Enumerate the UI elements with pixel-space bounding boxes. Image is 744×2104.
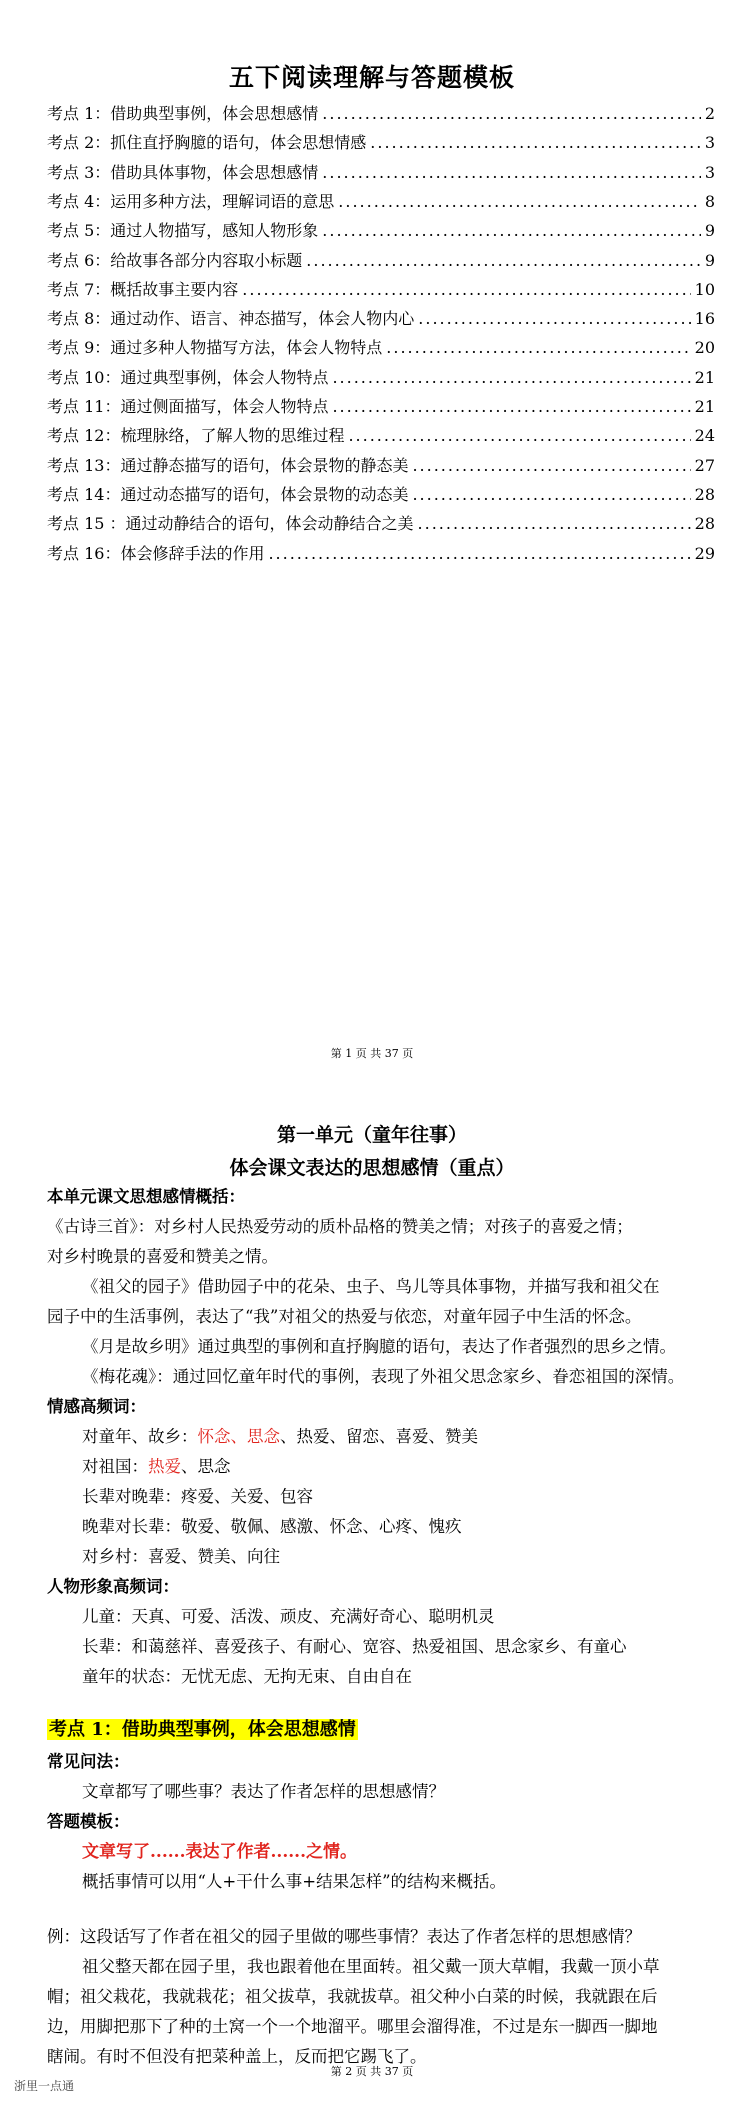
toc-entry[interactable] — [47, 132, 715, 154]
toc-entry[interactable] — [47, 103, 715, 125]
example-question: 例：这段话写了作者在祖父的园子里做的哪些事情？表达了作者怎样的思想感情？ — [47, 1927, 641, 1946]
emotion-heading: 情感高频词： — [47, 1397, 146, 1416]
watermark: 浙里一点通 — [14, 2079, 75, 2093]
common-question: 文章都写了哪些事？表达了作者怎样的思想感情？ — [82, 1782, 445, 1801]
toc-entry[interactable] — [47, 367, 715, 389]
toc-entry-page: 3 — [704, 133, 715, 153]
emotion-row — [82, 1425, 478, 1449]
emotion-label: 对童年、故乡： — [82, 1427, 198, 1446]
toc-entry-label: 考点 5：通过人物描写，感知人物形象 — [47, 221, 319, 241]
toc-leader-dots — [338, 191, 701, 213]
toc-entry-page: 28 — [694, 514, 715, 534]
toc-entry-label: 考点 4：运用多种方法，理解词语的意思 — [47, 191, 335, 211]
toc-leader-dots — [322, 220, 701, 242]
toc-leader-dots — [242, 279, 690, 301]
summary-line: 《古诗三首》：对乡村人民热爱劳动的质朴品格的赞美之情；对孩子的喜爱之情； — [47, 1217, 633, 1236]
toc-leader-dots — [332, 396, 690, 418]
toc-entry-label: 考点 12：梳理脉络，了解人物的思维过程 — [47, 426, 345, 446]
template-note: 概括事情可以用“人+干什么事+结果怎样”的结构来概括。 — [82, 1872, 507, 1891]
page-footer: 第 1 页 共 37 页 — [330, 1047, 414, 1060]
kp1-heading-text: 考点 1：借助典型事例，体会思想感情 — [49, 1719, 356, 1740]
toc-entry-label: 考点 10：通过典型事例，体会人物特点 — [47, 367, 329, 387]
emotion-keyword: 热爱 — [148, 1457, 181, 1476]
toc-leader-dots — [412, 455, 690, 477]
emotion-row: 晚辈对长辈：敬爱、敬佩、感激、怀念、心疼、愧疚 — [82, 1517, 462, 1536]
toc-entry-label: 考点 16：体会修辞手法的作用 — [47, 543, 265, 563]
toc-entry-label: 考点 6：给故事各部分内容取小标题 — [47, 250, 303, 270]
toc-entry-page: 9 — [704, 250, 715, 270]
image-row: 童年的状态：无忧无虑、无拘无束、自由自在 — [82, 1667, 412, 1686]
toc-entry[interactable] — [47, 455, 715, 477]
toc-entry-page: 10 — [694, 279, 715, 299]
summary-heading: 本单元课文思想感情概括： — [47, 1187, 245, 1206]
emotion-words: 、热爱、留恋、喜爱、赞美 — [280, 1427, 478, 1446]
toc-leader-dots — [386, 337, 690, 359]
toc-leader-dots — [348, 425, 690, 447]
toc-entry-page: 2 — [704, 104, 715, 123]
emotion-label: 对祖国： — [82, 1457, 148, 1476]
example-line: 边，用脚把那下了种的土窝一个一个地溜平。哪里会溜得准，不过是东一脚西一脚地 — [47, 2017, 658, 2036]
image-heading: 人物形象高频词： — [47, 1577, 179, 1596]
toc-leader-dots — [370, 132, 701, 154]
toc-entry[interactable] — [47, 513, 715, 535]
toc-entry-label: 考点 1：借助典型事例，体会思想感情 — [47, 104, 319, 123]
toc-entry-page: 3 — [704, 162, 715, 182]
summary-line: 园子中的生活事例，表达了“我”对祖父的热爱与依恋，对童年园子中生活的怀念。 — [47, 1307, 642, 1326]
toc-entry[interactable] — [47, 220, 715, 242]
summary-line: 《祖父的园子》借助园子中的花朵、虫子、鸟儿等具体事物，并描写我和祖父在 — [82, 1277, 660, 1296]
toc-leader-dots — [412, 484, 690, 506]
toc-leader-dots — [322, 103, 701, 125]
toc-entry-label: 考点 2：抓住直抒胸臆的语句，体会思想情感 — [47, 133, 367, 153]
toc-entry-label: 考点 3：借助具体事物，体会思想感情 — [47, 162, 319, 182]
toc-entry-label: 考点 14：通过动态描写的语句，体会景物的动态美 — [47, 484, 409, 504]
common-question-heading: 常见问法： — [47, 1752, 130, 1771]
toc-entry[interactable] — [47, 425, 715, 447]
emotion-row: 对乡村：喜爱、赞美、向往 — [82, 1547, 280, 1566]
summary-line: 《月是故乡明》通过典型的事例和直抒胸臆的语句，表达了作者强烈的思乡之情。 — [82, 1337, 676, 1356]
toc-entry-label: 考点 8：通过动作、语言、神态描写，体会人物内心 — [47, 309, 415, 329]
toc-entry-label: 考点 9：通过多种人物描写方法，体会人物特点 — [47, 338, 383, 358]
toc-entry-page: 27 — [694, 455, 715, 475]
toc-entry-label: 考点 15 ：通过动静结合的语句，体会动静结合之美 — [47, 514, 414, 534]
toc-leader-dots — [268, 543, 690, 565]
toc-entry[interactable] — [47, 543, 715, 565]
toc-entry-page: 21 — [694, 367, 715, 387]
example-line: 帽；祖父栽花，我就栽花；祖父拔草，我就拔草。祖父种小白菜的时候，我就跟在后 — [47, 1987, 658, 2006]
unit-subtitle: 体会课文表达的思想感情（重点） — [229, 1157, 515, 1179]
toc-leader-dots — [322, 162, 701, 184]
example-line: 祖父整天都在园子里，我也跟着他在里面转。祖父戴一顶大草帽，我戴一顶小草 — [82, 1957, 660, 1976]
toc-entry[interactable] — [47, 484, 715, 506]
emotion-row: 长辈对晚辈：疼爱、关爱、包容 — [82, 1487, 313, 1506]
page-footer: 第 2 页 共 37 页 — [330, 2065, 414, 2078]
toc-leader-dots — [418, 308, 690, 330]
toc-entry[interactable] — [47, 162, 715, 184]
unit-title: 第一单元（童年往事） — [276, 1124, 467, 1146]
template-heading: 答题模板： — [47, 1812, 130, 1831]
toc-entry-page: 29 — [694, 543, 715, 563]
toc-entry-page: 16 — [694, 309, 715, 329]
toc-entry-page: 28 — [694, 484, 715, 504]
toc-entry[interactable] — [47, 250, 715, 272]
toc-entry-page: 9 — [704, 221, 715, 241]
toc-entry[interactable] — [47, 308, 715, 330]
summary-line: 对乡村晚景的喜爱和赞美之情。 — [47, 1247, 278, 1266]
toc-entry-page: 8 — [704, 191, 715, 211]
toc-entry[interactable] — [47, 337, 715, 359]
toc-entry[interactable] — [47, 396, 715, 418]
emotion-words: 、思念 — [181, 1457, 231, 1476]
toc-entry-label: 考点 11：通过侧面描写，体会人物特点 — [47, 397, 329, 416]
example-line: 瞎闹。有时不但没有把菜种盖上，反而把它踢飞了。 — [47, 2047, 427, 2066]
toc-entry-label: 考点 13：通过静态描写的语句，体会景物的静态美 — [47, 455, 409, 475]
toc-entry-label: 考点 7：概括故事主要内容 — [47, 279, 239, 299]
toc-entry-page: 21 — [694, 397, 715, 416]
image-row: 长辈：和蔼慈祥、喜爱孩子、有耐心、宽容、热爱祖国、思念家乡、有童心 — [82, 1637, 627, 1656]
document-title: 五下阅读理解与答题模板 — [228, 63, 515, 92]
kp1-heading — [47, 1718, 358, 1742]
toc-entry[interactable] — [47, 279, 715, 301]
summary-line: 《梅花魂》：通过回忆童年时代的事例，表现了外祖父思念家乡、眷恋祖国的深情。 — [82, 1367, 685, 1386]
toc-entry-page: 20 — [694, 338, 715, 358]
image-row: 儿童：天真、可爱、活泼、顽皮、充满好奇心、聪明机灵 — [82, 1607, 495, 1626]
answer-template: 文章写了......表达了作者......之情。 — [82, 1842, 358, 1862]
emotion-row — [82, 1455, 231, 1479]
toc-leader-dots — [418, 513, 691, 535]
emotion-keyword: 怀念、思念 — [197, 1427, 280, 1446]
toc-entry-page: 24 — [694, 426, 715, 446]
toc-leader-dots — [306, 250, 701, 272]
toc-entry[interactable] — [47, 191, 715, 213]
toc-leader-dots — [332, 367, 690, 389]
